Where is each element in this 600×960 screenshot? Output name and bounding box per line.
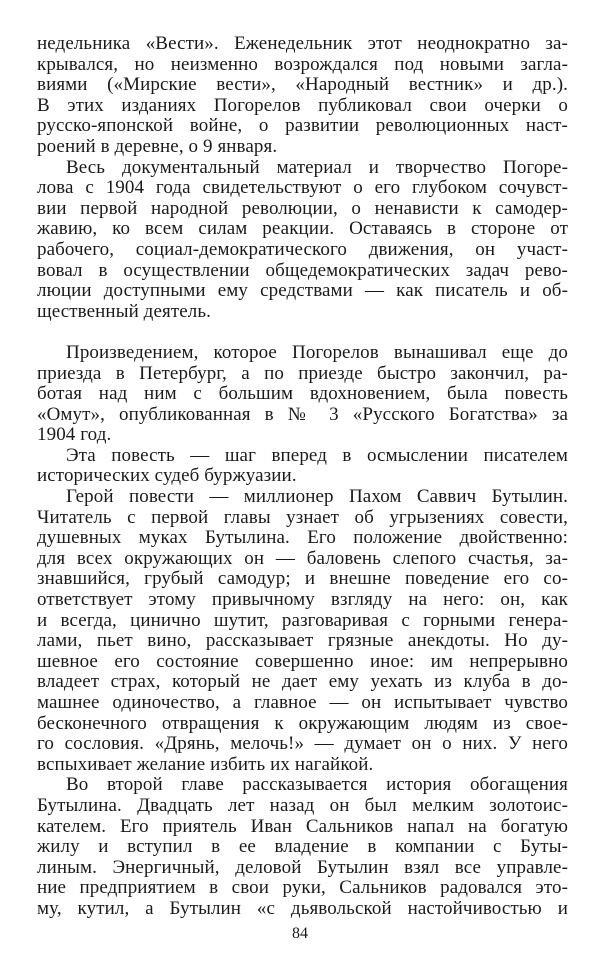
text-line: недельника «Вести». Еженедельник этот неоднократно за- — [37, 33, 568, 54]
text-line: душевных муках Бутылина. Его положение двойственно: — [37, 527, 568, 549]
text-line: рабочего, социал-демократического движения, он участ- — [37, 238, 568, 260]
paragraph-4 — [37, 446, 568, 487]
paragraph-6 — [37, 775, 568, 919]
text-line: Эта повесть — шаг вперед в осмыслении писателем — [66, 444, 568, 466]
text-line: виями («Мирские вести», «Народный вестник» и др.). — [37, 74, 568, 96]
text-line: жавию, ко всем силам реакции. Оставаясь в стороне от — [37, 218, 568, 240]
text-line: русско-японской войне, о развитии революционных наст- — [37, 115, 568, 137]
text-line: владеет страх, который не дает ему уехать из клуба в до- — [37, 671, 568, 693]
text-line: вовал в осуществлении общедемократических задач рево- — [37, 259, 568, 281]
text-line: лины‌м. Энергичный, деловой Бутылин взял все управле- — [37, 856, 568, 878]
text-line: люции доступными ему средствами — как писатель и об- — [37, 280, 568, 302]
text-line: и всегда, цинично шутит, разговаривая с горными генера- — [37, 609, 568, 631]
page-number: 84 — [292, 925, 308, 942]
text-line: Во второй главе рассказывается история обогащения — [66, 774, 568, 796]
text-line: ответствует этому привычному взгляду на него: он, как — [37, 589, 568, 611]
text-line: жилу и вступил в ее владение в компании с Буты- — [37, 836, 568, 858]
text-line: Весь документальный материал и творчество Погоре- — [66, 156, 568, 178]
text-line: ние предприятием в свои руки, Сальников радовался это- — [37, 877, 568, 899]
text-line: приезда в Петербург, а по приезде быстро закончил, ра- — [37, 362, 568, 384]
text-line: крывался, но неизменно возрождался под новыми загла- — [37, 53, 568, 75]
text-line: машнее одиночество, а главное — он испытывает чувство — [37, 692, 568, 713]
text-line: «Омут», опубликованная в № 3 «Русского Богатства» за — [37, 403, 568, 425]
text-line: кателем. Его приятель Иван Сальников напал на богатую — [37, 815, 568, 837]
text-line: му, кутил, а Бутылин «с дьявольской настойчивостью и — [37, 897, 568, 919]
text-line: щественный деятель. — [37, 300, 211, 322]
paragraph-1 — [37, 34, 568, 158]
text-line: ботая над ним с большим вдохновением, была повесть — [37, 383, 568, 405]
text-line: Читатель с первой главы узнает об угрызениях совести, — [37, 506, 568, 528]
text-line: Произведением, которое Погорелов вынашивал еще до — [66, 341, 568, 363]
text-line: вии первой народной революции, о ненависти к самодер- — [37, 197, 568, 219]
text-line: Бутылина. Двадцать лет назад он был мелким золотоис- — [37, 794, 568, 816]
text-line: лова с 1904 года свидетельствуют о его глубоком сочувст- — [37, 177, 568, 199]
text-line: бесконечного отвращения к окружающим людям из свое- — [37, 712, 568, 734]
text-line: роений в деревне, о 9 января. — [37, 135, 278, 157]
text-line: исторических судеб буржуазии. — [37, 465, 297, 487]
text-line: шевное его состояние совершенно иное: им непрерывно — [37, 650, 568, 672]
section-break — [37, 322, 568, 343]
paragraph-5 — [37, 487, 568, 775]
text-line: 1904 год. — [37, 424, 112, 446]
text-line: вспыхивает желание избить их нагайкой. — [37, 753, 374, 775]
text-line: лами, пьет вино, рассказывает грязные анекдоты. Но ду- — [37, 630, 568, 652]
text-line: го сословия. «Дрянь, мелочь!» — думает он о них. У него — [37, 733, 568, 755]
paragraph-2 — [37, 158, 568, 323]
book-page — [37, 34, 568, 920]
text-line: для всех окружающих он — баловень слепого счастья, за- — [37, 547, 568, 569]
text-line: В этих изданиях Погорелов публиковал свои очерки о — [37, 94, 568, 116]
text-line: Герой повести — миллионер Пахом Саввич Бутылин. — [66, 486, 568, 508]
paragraph-3 — [37, 343, 568, 446]
text-line: знавшийся, грубый самодур; и внешне поведение его со- — [37, 568, 568, 590]
